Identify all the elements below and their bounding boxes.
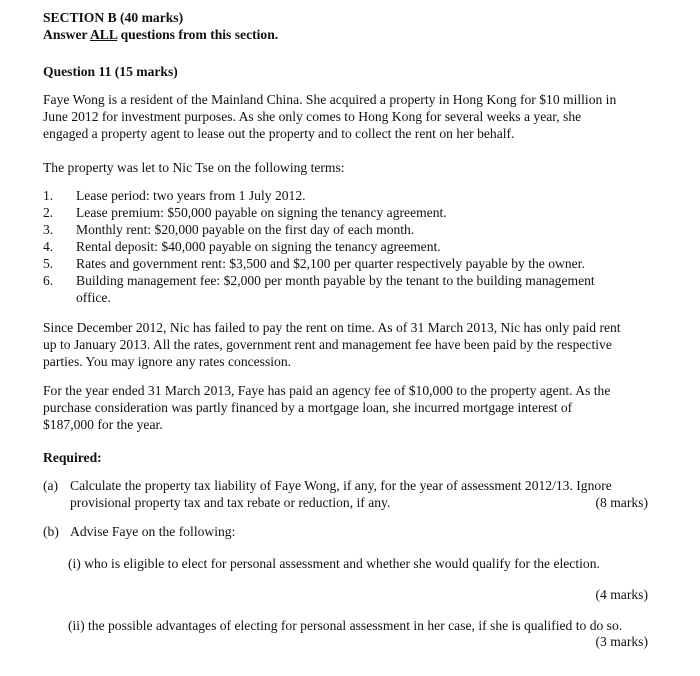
part-b-ii-marks: (3 marks) xyxy=(595,634,648,649)
list-item: Rates and government rent: $3,500 and $2,100 per quarter respectively payable by the owner. xyxy=(76,256,585,271)
intro-line: Faye Wong is a resident of the Mainland China. She acquired a property in Hong Kong for $10 million in xyxy=(43,92,617,107)
intro-line: engaged a property agent to lease out the property and to collect the rent on her behalf. xyxy=(43,126,515,141)
para3-line: $187,000 for the year. xyxy=(43,417,163,432)
list-item-number: 5. xyxy=(43,256,54,271)
para2-line: Since December 2012, Nic has failed to pay the rent on time. As of 31 March 2013, Nic has only paid rent xyxy=(43,320,621,335)
emphasis-all: ALL xyxy=(89,27,118,42)
terms-intro: The property was let to Nic Tse on the following terms: xyxy=(43,160,345,175)
part-b-i-marks: (4 marks) xyxy=(595,587,648,602)
part-a-line: Calculate the property tax liability of Faye Wong, if any, for the year of assessment 2012/13. Ignore xyxy=(70,478,612,493)
list-item-number: 4. xyxy=(43,239,54,254)
part-b-text: Advise Faye on the following: xyxy=(70,524,236,539)
part-b-label: (b) xyxy=(43,524,59,539)
list-item-number: 1. xyxy=(43,188,54,203)
part-a-line: provisional property tax and tax rebate or reduction, if any. xyxy=(70,495,391,510)
part-a-marks: (8 marks) xyxy=(595,495,648,510)
list-item-number: 2. xyxy=(43,205,54,220)
para3-line: For the year ended 31 March 2013, Faye has paid an agency fee of $10,000 to the property agent. As the xyxy=(43,383,611,398)
list-item: Lease period: two years from 1 July 2012. xyxy=(76,188,306,203)
intro-line: June 2012 for investment purposes. As she only comes to Hong Kong for several weeks a year, she xyxy=(43,109,582,124)
para3-line: purchase consideration was partly financed by a mortgage loan, she incurred mortgage interest of xyxy=(43,400,573,415)
part-b-ii-text: (ii) the possible advantages of electing for personal assessment in her case, if she is qualified to do so. xyxy=(68,618,623,633)
part-b-i-text: (i) who is eligible to elect for personal assessment and whether she would qualify for the election. xyxy=(68,556,600,571)
list-item-continuation: office. xyxy=(76,290,111,305)
list-item: Rental deposit: $40,000 payable on signing the tenancy agreement. xyxy=(76,239,441,254)
question-title: Question 11 (15 marks) xyxy=(43,64,178,79)
list-item: Monthly rent: $20,000 payable on the first day of each month. xyxy=(76,222,415,237)
list-item-number: 6. xyxy=(43,273,54,288)
required-label: Required: xyxy=(43,450,102,465)
section-heading: SECTION B (40 marks) xyxy=(43,10,184,25)
part-a-label: (a) xyxy=(43,478,59,493)
list-item: Lease premium: $50,000 payable on signing the tenancy agreement. xyxy=(76,205,447,220)
para2-line: up to January 2013. All the rates, government rent and management fee have been paid by the respective xyxy=(43,337,612,352)
list-item: Building management fee: $2,000 per month payable by the tenant to the building management xyxy=(76,273,595,288)
para2-line: parties. You may ignore any rates concession. xyxy=(43,354,292,369)
section-instruction: Answer ALL questions from this section. xyxy=(43,27,279,42)
list-item-number: 3. xyxy=(43,222,54,237)
